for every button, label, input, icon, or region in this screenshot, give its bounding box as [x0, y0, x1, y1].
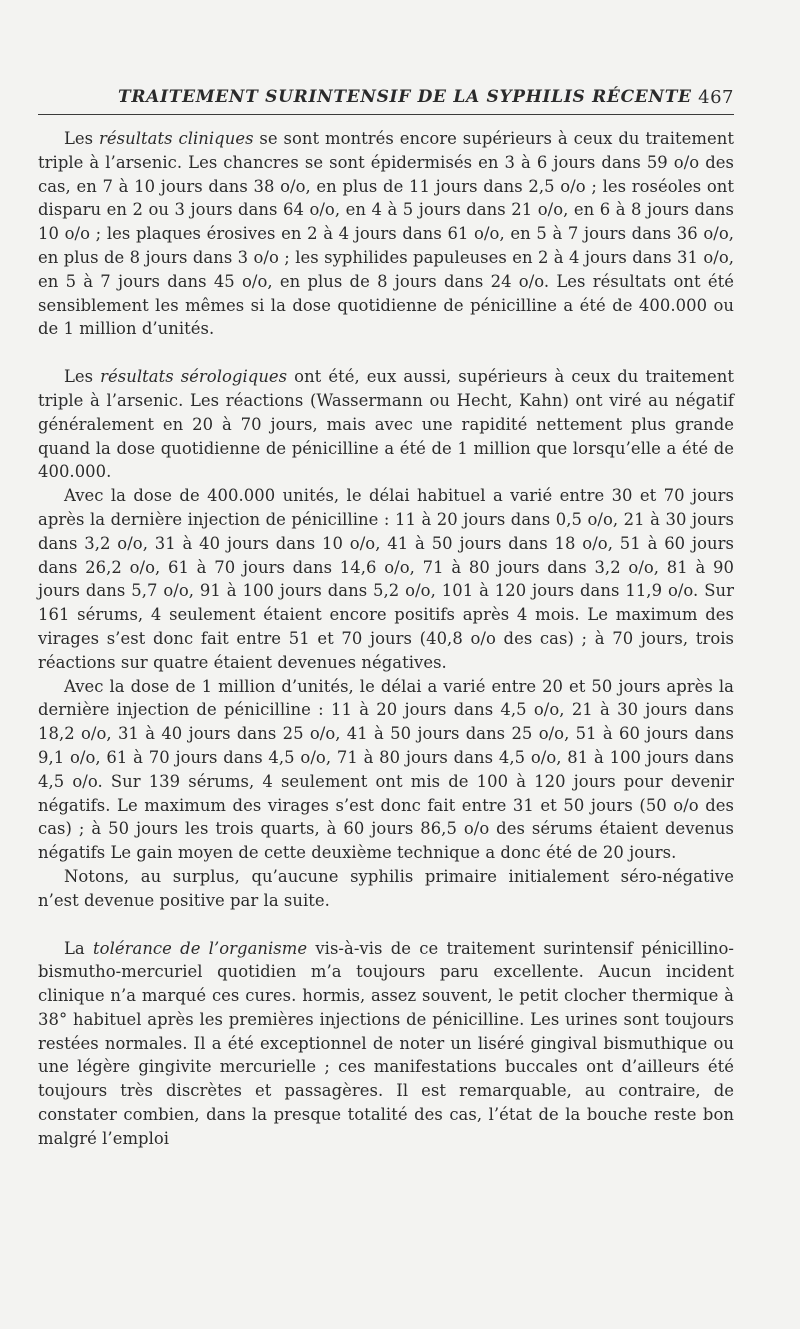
paragraph-1-million-dose: Avec la dose de 1 million d’unités, le délai a varié entre 20 et 50 jours après la dernière injection de pénicilline : 11 à 20 jours dans 4,5 o/o, 21 à 30 jours dans 18,2 o/o, 31 à 40 jours dans 25 o/o, 41 à 50 jours dans 25 o/o, 51 à 60 jours dans 9,1 o/o, 61 à 70 jours dans 4,5 o/o, 71 à 80 jours dans 4,5 o/o, 81 à 100 jours dans 4,5 o/o. Sur 139 sérums, 4 seulement ont mis de 100 à 120 jours pour devenir négatifs. Le maximum des virages s’est donc fait entre 31 et 50 jours (50 o/o des cas) ; à 50 jours les trois quarts, à 60 jours 86,5 o/o des sérums étaient devenus négatifs Le gain moyen de cette deuxième technique a donc été de 20 jours. [38, 676, 734, 863]
paragraph-text: se sont montrés encore supérieurs à ceux du traitement triple à l’arsenic. Les chancres se sont épidermisés en 3 à 6 jours dans 59 o/o des cas, en 7 à 10 jours dans 38 o/o, en plus de 11 jours dans 2,5 o/o ; les roséoles ont disparu en 2 ou 3 jours dans 64 o/o, en 4 à 5 jours dans 21 o/o, en 6 à 8 jours dans 10 o/o ; les plaques érosives en 2 à 4 jours dans 61 o/o, en 5 à 7 jours dans 36 o/o, en plus de 8 jours dans 3 o/o ; les syphilides papuleuses en 2 à 4 jours dans 31 o/o, en 5 à 7 jours dans 45 o/o, en plus de 8 jours dans 24 o/o. Les résultats ont été sensiblement les mêmes si la dose quotidienne de pénicilline a été de 400.000 ou de 1 million d’unités. [38, 129, 734, 339]
paragraph-serological-results [38, 365, 734, 484]
page-number: 467 [698, 87, 734, 108]
paragraph-text: La [64, 938, 94, 958]
emphasis-clinical-results: résultats cliniques [99, 129, 254, 148]
emphasis-serological-results: résultats sérologiques [100, 367, 288, 387]
journal-page [38, 70, 734, 1151]
paragraph-text: Les [64, 367, 101, 387]
emphasis-tolerance: tolérance de l’organisme [93, 938, 308, 958]
paragraph-tolerance [38, 937, 734, 1151]
paragraph-primary-syphilis-note: Notons, au surplus, qu’aucune syphilis primaire initialement séro-négative n’est devenue positive par la suite. [38, 866, 734, 910]
running-title: TRAITEMENT SURINTENSIF DE LA SYPHILIS RÉCENTE [118, 87, 692, 107]
page-header [38, 70, 734, 115]
paragraph-text: vis-à-vis de ce traitement surintensif pénicillino-bismutho-mercuriel quotidien m’a toujours paru excellente. Aucun incident clinique n’a marqué ces cures. hormis, assez souvent, le petit clocher thermique à 38° habituel après les premières injections de pénicilline. Les urines sont toujours restées normales. Il a été exceptionnel de noter un liséré gingival bismuthique ou une légère gingivite mercurielle ; ces manifestations buccales ont d’ailleurs été toujours très discrètes et passagères. Il est remarquable, au contraire, de constater combien, dans la presque totalité des cas, l’état de la bouche reste bon malgré l’emploi [38, 938, 734, 1148]
article-body [38, 127, 734, 1151]
paragraph-clinical-results [38, 127, 734, 341]
paragraph-text: ont été, eux aussi, supérieurs à ceux du traitement triple à l’arsenic. Les réactions (Wassermann ou Hecht, Kahn) ont viré au négatif généralement en 20 à 70 jours, mais avec une rapidité nettement plus grande quand la dose quotidienne de pénicilline a été de 1 million que lorsqu’elle a été de 400.000. [38, 367, 735, 482]
paragraph-400000-dose: Avec la dose de 400.000 unités, le délai habituel a varié entre 30 et 70 jours après la dernière injection de pénicilline : 11 à 20 jours dans 0,5 o/o, 21 à 30 jours dans 3,2 o/o, 31 à 40 jours dans 10 o/o, 41 à 50 jours dans 18 o/o, 51 à 60 jours dans 26,2 o/o, 61 à 70 jours dans 14,6 o/o, 71 à 80 jours dans 3,2 o/o, 81 à 90 jours dans 5,7 o/o, 91 à 100 jours dans 5,2 o/o, 101 à 120 jours dans 11,9 o/o. Sur 161 sérums, 4 seulement étaient encore positifs après 4 mois. Le maximum des virages s’est donc fait entre 51 et 70 jours (40,8 o/o des cas) ; à 70 jours, trois réactions sur quatre étaient devenues négatives. [38, 486, 734, 672]
paragraph-text: Les [64, 129, 100, 148]
